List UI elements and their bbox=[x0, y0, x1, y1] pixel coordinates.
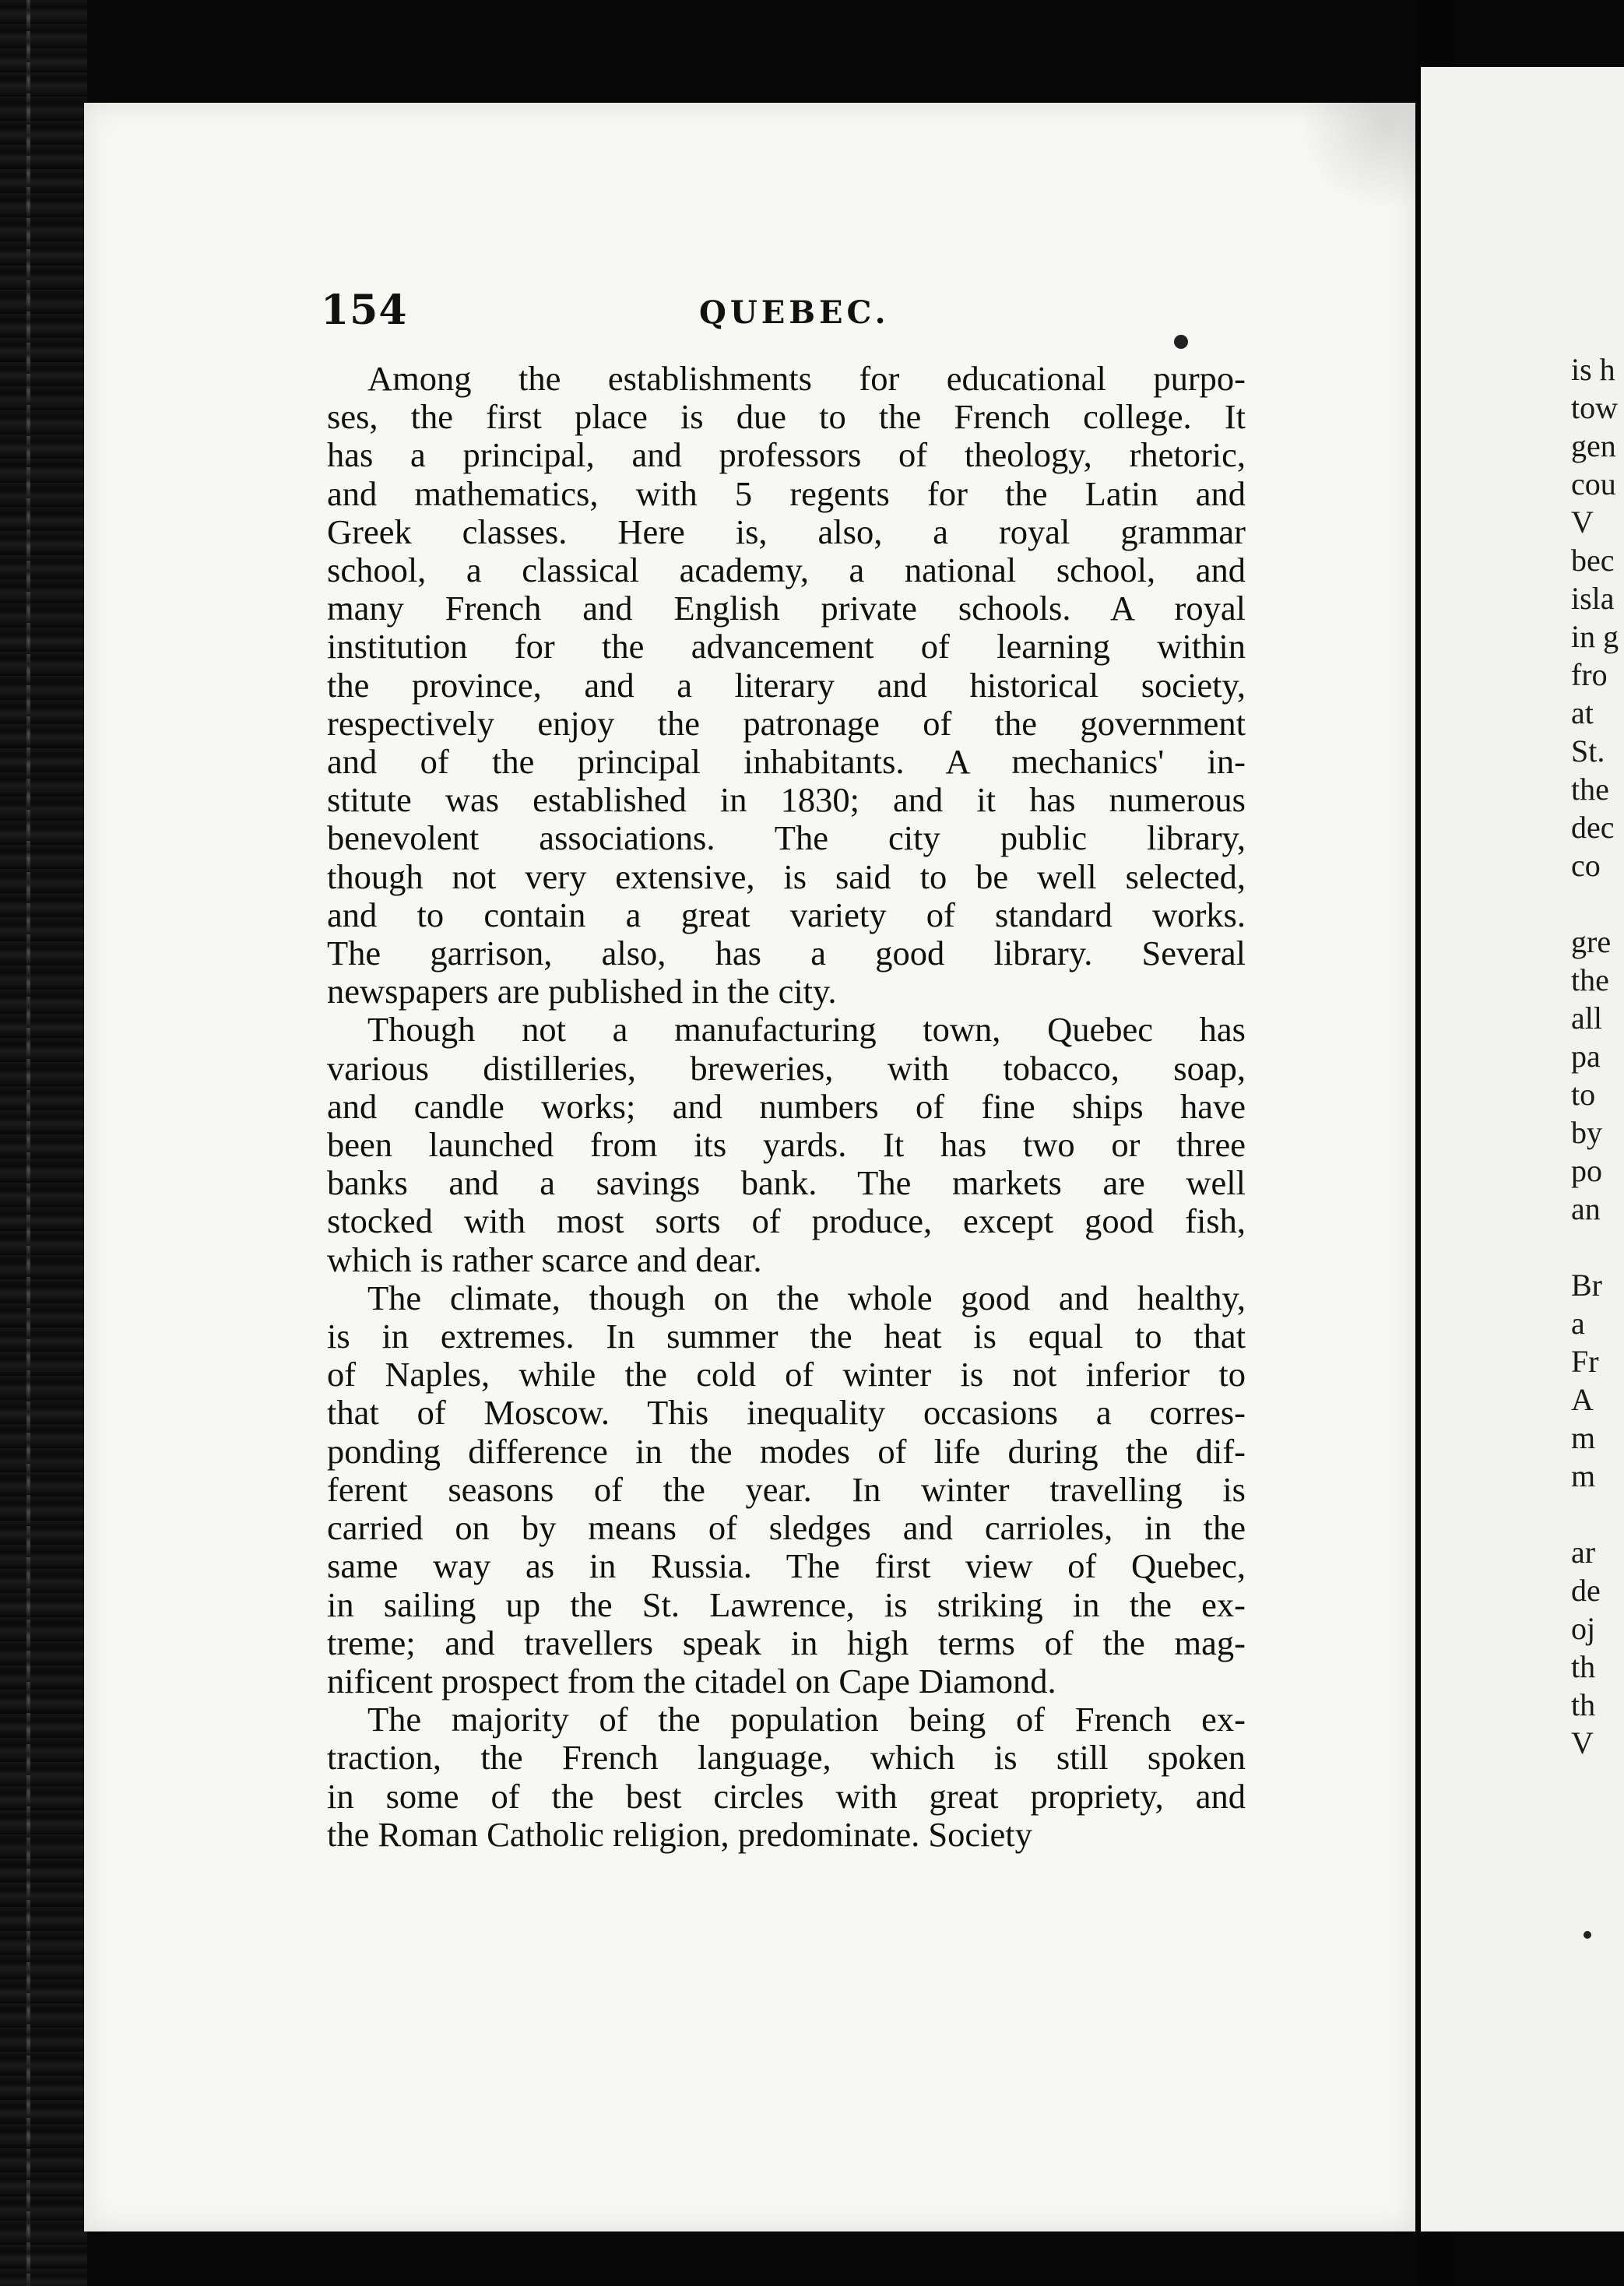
text-line: many French and English private schools. A royal bbox=[327, 589, 1246, 628]
text-line: ponding difference in the modes of life during the dif- bbox=[327, 1431, 1246, 1471]
facing-page-line-fragment: dec bbox=[1571, 810, 1615, 845]
text-line: traction, the French language, which is still spoken bbox=[327, 1738, 1246, 1778]
page-number: 154 bbox=[321, 287, 408, 334]
facing-page-line-fragment: m bbox=[1571, 1458, 1596, 1493]
text-line: various distilleries, breweries, with tobacco, soap, bbox=[327, 1048, 1246, 1088]
facing-page-line-fragment: isla bbox=[1571, 581, 1615, 616]
text-line: carried on by means of sledges and carrioles, in the bbox=[327, 1508, 1246, 1548]
facing-page-line-fragment: V bbox=[1571, 505, 1594, 540]
facing-page-line-fragment: pa bbox=[1571, 1039, 1601, 1074]
facing-page-line-fragment: co bbox=[1571, 848, 1601, 883]
facing-page-line-fragment: V bbox=[1571, 1725, 1594, 1760]
text-line: is in extremes. In summer the heat is equal to that bbox=[327, 1317, 1246, 1356]
facing-page-line-fragment: by bbox=[1571, 1115, 1602, 1150]
facing-page-line-fragment: Br bbox=[1571, 1268, 1602, 1303]
paragraph bbox=[327, 1011, 1246, 1278]
text-line: been launched from its yards. It has two or three bbox=[327, 1125, 1246, 1165]
text-line: and candle works; and numbers of fine ships have bbox=[327, 1086, 1246, 1126]
text-line: Greek classes. Here is, also, a royal grammar bbox=[327, 512, 1246, 551]
book-binding-edge bbox=[0, 0, 87, 2286]
facing-page-line-fragment: m bbox=[1571, 1420, 1596, 1455]
text-line: institution for the advancement of learning within bbox=[327, 627, 1246, 666]
facing-page-line-fragment: ar bbox=[1571, 1535, 1596, 1570]
facing-page-line-fragment bbox=[1571, 1495, 1624, 1533]
text-line: though not very extensive, is said to be well selected, bbox=[327, 856, 1246, 896]
text-line: in some of the best circles with great propriety, and bbox=[327, 1776, 1246, 1816]
text-line: Among the establishments for educational purpo- bbox=[367, 359, 1246, 398]
text-line: has a principal, and professors of theology, rhetoric, bbox=[327, 435, 1246, 475]
text-line: ferent seasons of the year. In winter travelling is bbox=[327, 1469, 1246, 1509]
text-line: the Roman Catholic religion, predominate. Society bbox=[327, 1814, 1032, 1854]
facing-page-line-fragment: all bbox=[1571, 1001, 1602, 1036]
facing-page-line-fragment: St. bbox=[1571, 733, 1605, 768]
facing-page-line-fragment: de bbox=[1571, 1573, 1601, 1608]
text-line: stocked with most sorts of produce, except good fish, bbox=[327, 1201, 1246, 1241]
text-line: that of Moscow. This inequality occasions a corres- bbox=[327, 1393, 1246, 1433]
text-line: respectively enjoy the patronage of the government bbox=[327, 703, 1246, 743]
text-line: of Naples, while the cold of winter is not inferior to bbox=[327, 1355, 1246, 1394]
text-line: which is rather scarce and dear. bbox=[327, 1240, 762, 1279]
facing-page-line-fragment: tow bbox=[1571, 390, 1618, 425]
text-line: newspapers are published in the city. bbox=[327, 972, 837, 1011]
text-line: benevolent associations. The city public library, bbox=[327, 818, 1246, 858]
facing-page-line-fragment: at bbox=[1571, 695, 1594, 730]
ink-blot bbox=[1174, 335, 1188, 349]
facing-page-line-fragment: po bbox=[1571, 1153, 1602, 1188]
facing-page-line-fragment: is h bbox=[1571, 352, 1615, 387]
facing-page-line-fragment: bec bbox=[1571, 543, 1615, 578]
facing-page-line-fragment: to bbox=[1571, 1077, 1596, 1112]
page-body-text bbox=[327, 360, 1246, 1854]
text-line: the province, and a literary and historical society, bbox=[327, 665, 1246, 705]
text-line: and of the principal inhabitants. A mechanics' in- bbox=[327, 742, 1246, 782]
page-stain bbox=[1299, 103, 1423, 212]
facing-page-line-fragment: the bbox=[1571, 962, 1609, 997]
text-line: stitute was established in 1830; and it has numerous bbox=[327, 780, 1246, 820]
text-line: ses, the first place is due to the French college. It bbox=[327, 397, 1246, 437]
facing-page-line-fragment: A bbox=[1571, 1382, 1594, 1417]
facing-page-text-fragments bbox=[1571, 350, 1624, 1762]
paragraph bbox=[327, 1279, 1246, 1700]
facing-page-line-fragment: an bbox=[1571, 1191, 1601, 1226]
text-line: banks and a savings bank. The markets are well bbox=[327, 1163, 1246, 1203]
facing-page-line-fragment: th bbox=[1571, 1649, 1596, 1684]
text-line: The climate, though on the whole good and healthy, bbox=[367, 1278, 1246, 1317]
text-line: treme; and travellers speak in high terms of the mag- bbox=[327, 1623, 1246, 1662]
facing-page-line-fragment bbox=[1571, 1228, 1624, 1266]
facing-page-line-fragment: Fr bbox=[1571, 1344, 1599, 1379]
text-line: in sailing up the St. Lawrence, is striking in the ex- bbox=[327, 1584, 1246, 1624]
text-line: and to contain a great variety of standard works. bbox=[327, 895, 1246, 934]
text-line: The majority of the population being of French ex- bbox=[367, 1700, 1246, 1739]
facing-page-line-fragment: cou bbox=[1571, 466, 1616, 501]
text-line: and mathematics, with 5 regents for the Latin and bbox=[327, 473, 1246, 513]
facing-page-line-fragment: gen bbox=[1571, 428, 1616, 463]
text-line: same way as in Russia. The first view of Quebec, bbox=[327, 1546, 1246, 1586]
text-line: school, a classical academy, a national school, and bbox=[327, 550, 1246, 590]
binding-stitch-line bbox=[26, 0, 30, 2286]
text-line: nificent prospect from the citadel on Cape Diamond. bbox=[327, 1661, 1056, 1700]
facing-page-line-fragment bbox=[1571, 885, 1624, 923]
text-line: Though not a manufacturing town, Quebec has bbox=[367, 1010, 1246, 1050]
paragraph bbox=[327, 360, 1246, 1011]
facing-page-line-fragment: th bbox=[1571, 1687, 1596, 1722]
facing-page-line-fragment: fro bbox=[1571, 657, 1608, 692]
facing-page-line-fragment: gre bbox=[1571, 924, 1612, 959]
text-line: The garrison, also, has a good library. Several bbox=[327, 934, 1246, 973]
page-header bbox=[321, 287, 1247, 341]
facing-page-line-fragment: oj bbox=[1571, 1611, 1596, 1646]
ink-speck bbox=[1584, 1931, 1591, 1939]
running-head-title: QUEBEC. bbox=[699, 294, 890, 331]
paragraph bbox=[327, 1700, 1246, 1854]
facing-page-line-fragment: in g bbox=[1571, 619, 1619, 654]
facing-page-line-fragment: the bbox=[1571, 772, 1609, 807]
facing-page-line-fragment: a bbox=[1571, 1306, 1585, 1341]
